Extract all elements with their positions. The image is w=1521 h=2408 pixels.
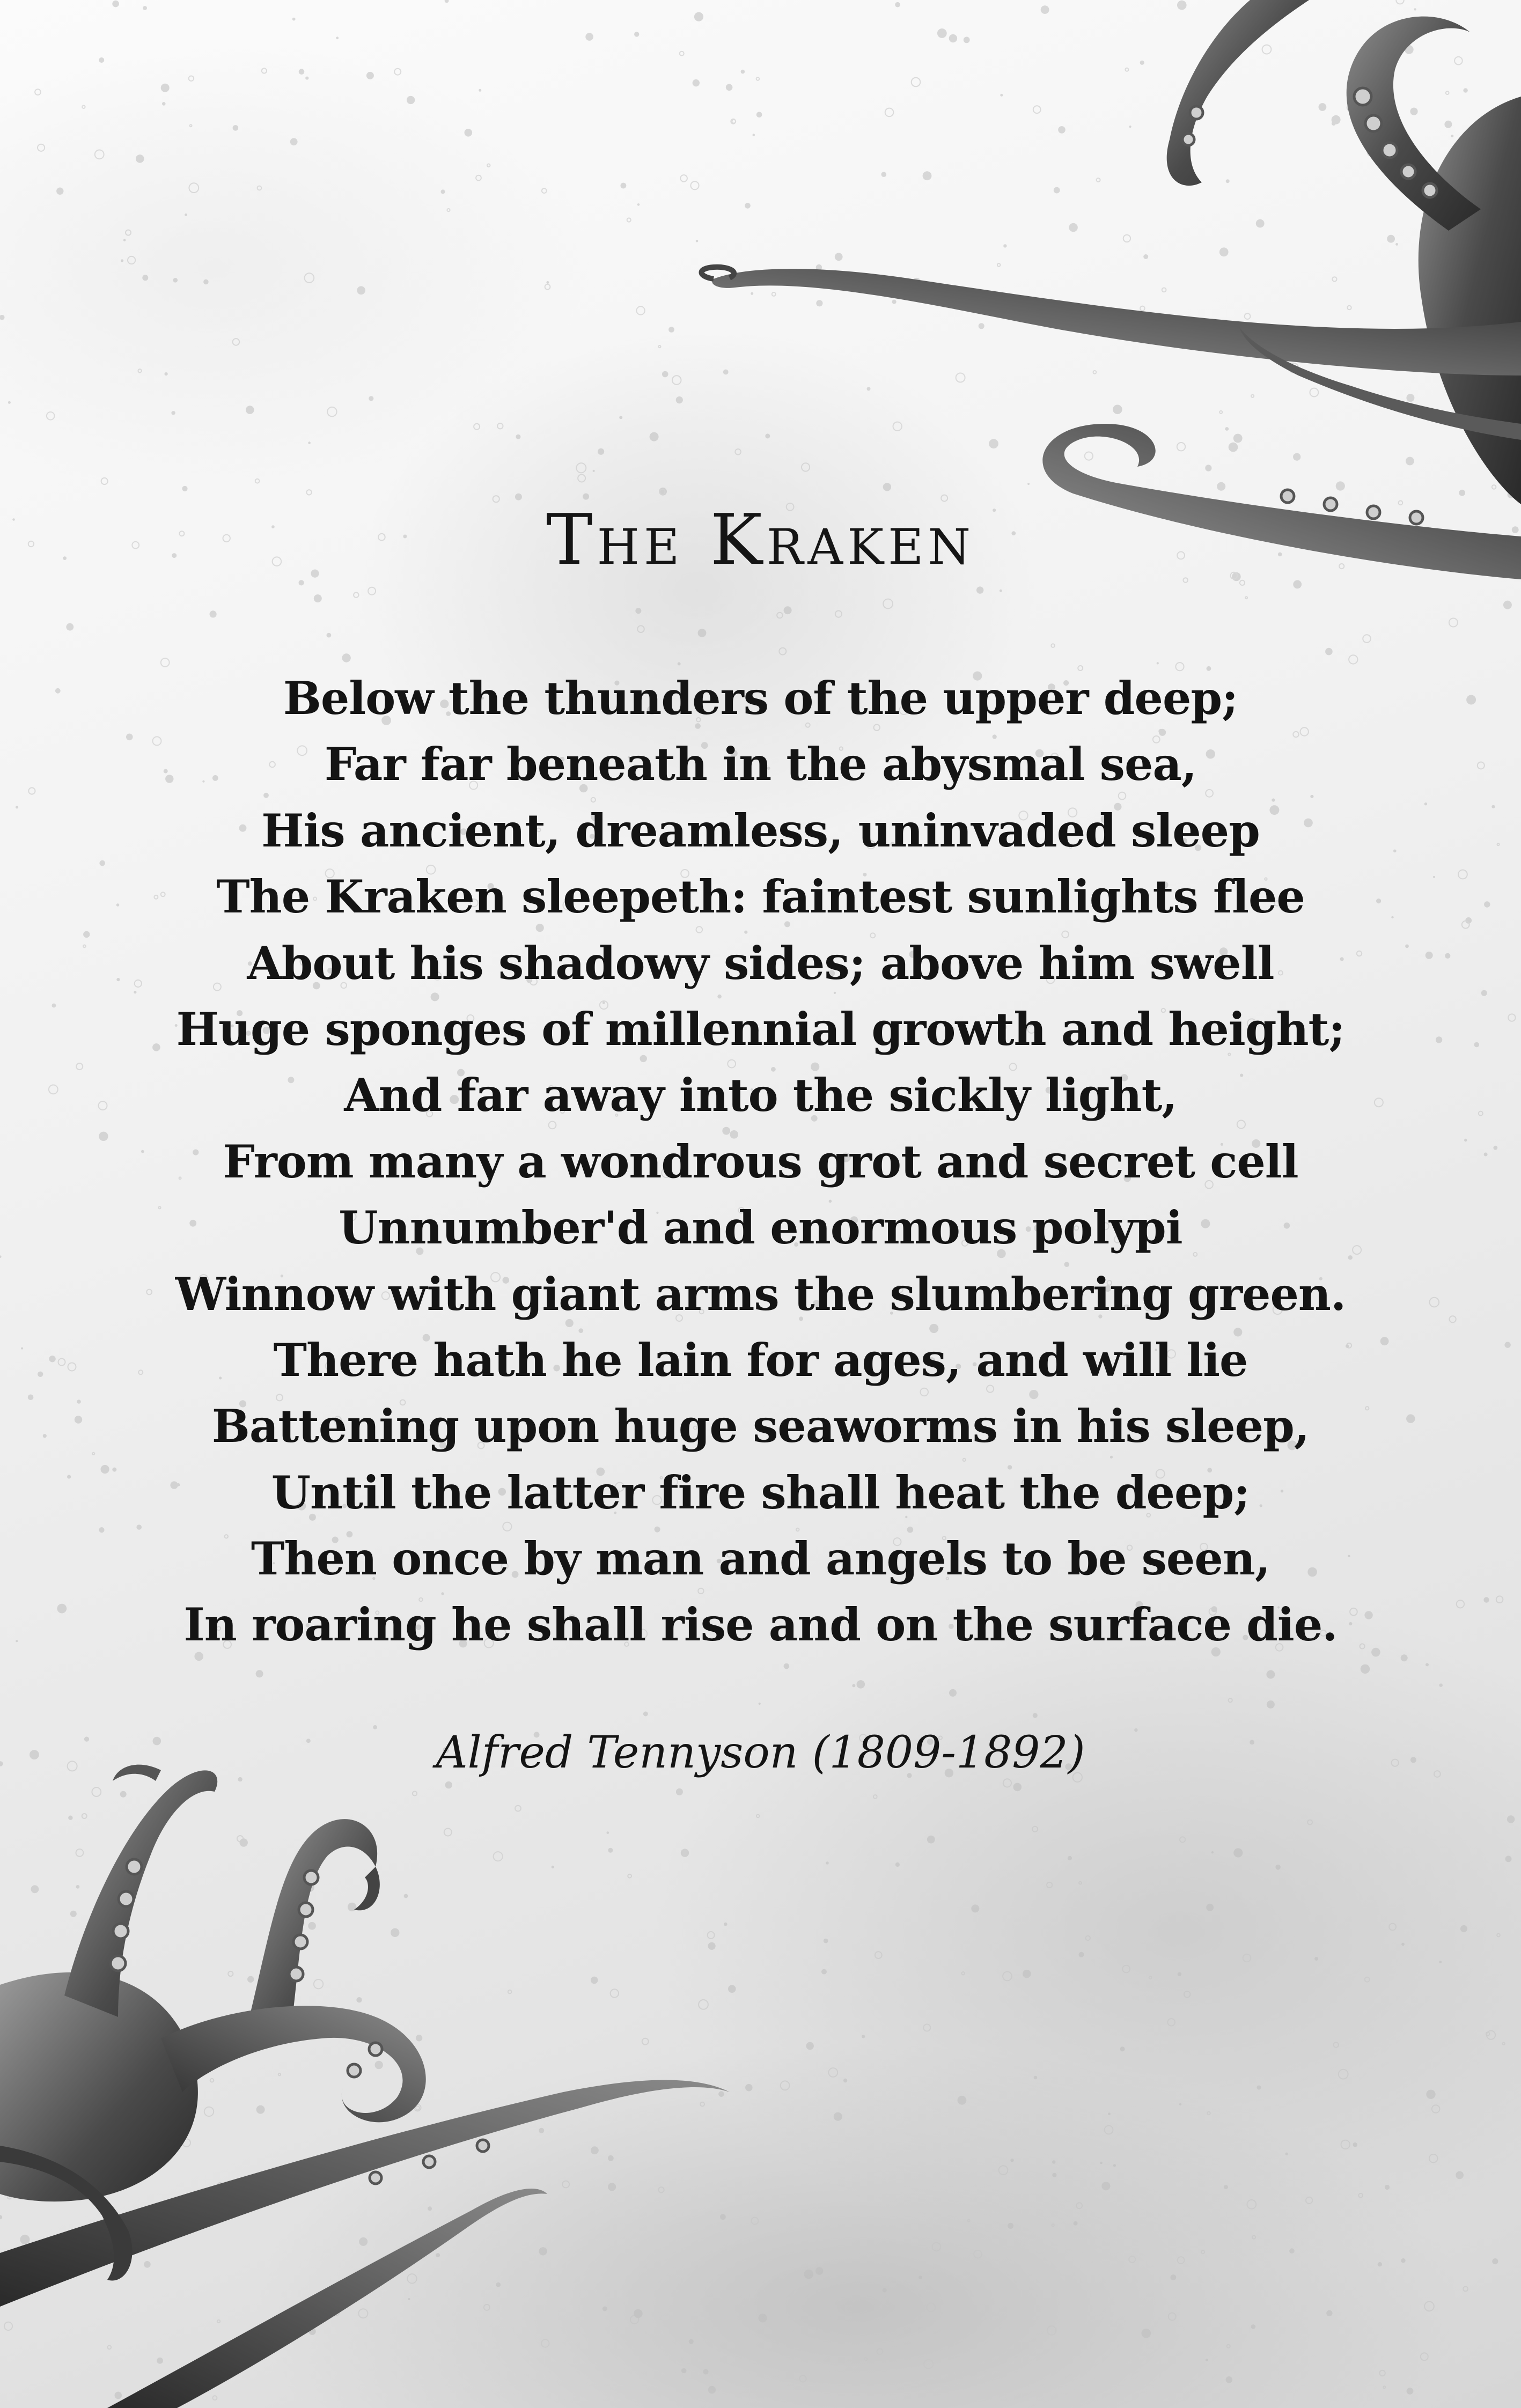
poem-line: Far far beneath in the abysmal sea, bbox=[324, 738, 1197, 791]
poem-line: The Kraken sleepeth: faintest sunlights flee bbox=[216, 870, 1305, 924]
poem-line: His ancient, dreamless, uninvaded sleep bbox=[261, 804, 1260, 857]
poem-verse bbox=[0, 665, 1521, 1658]
poem-line: From many a wondrous grot and secret cell bbox=[223, 1135, 1298, 1188]
poem-line: Until the latter fire shall heat the deep; bbox=[271, 1466, 1250, 1519]
poem-title: The Kraken bbox=[546, 499, 975, 580]
poem-line: And far away into the sickly light, bbox=[344, 1069, 1177, 1122]
poem-line: Then once by man and angels to be seen, bbox=[251, 1532, 1270, 1586]
poem-author: Alfred Tennyson (1809-1892) bbox=[436, 1727, 1085, 1778]
poem-line: About his shadowy sides; above him swell bbox=[247, 936, 1274, 990]
poem-line: In roaring he shall rise and on the surface die. bbox=[183, 1598, 1338, 1652]
poem-line: Winnow with giant arms the slumbering green. bbox=[175, 1267, 1346, 1321]
poem-line: Unnumber'd and enormous polypi bbox=[339, 1201, 1182, 1255]
poem-line: Below the thunders of the upper deep; bbox=[283, 672, 1238, 725]
poem-line: There hath he lain for ages, and will lie bbox=[273, 1333, 1248, 1387]
poem-line: Battening upon huge seaworms in his sleep, bbox=[211, 1400, 1310, 1453]
poem-line: Huge sponges of millennial growth and height; bbox=[176, 1002, 1345, 1056]
